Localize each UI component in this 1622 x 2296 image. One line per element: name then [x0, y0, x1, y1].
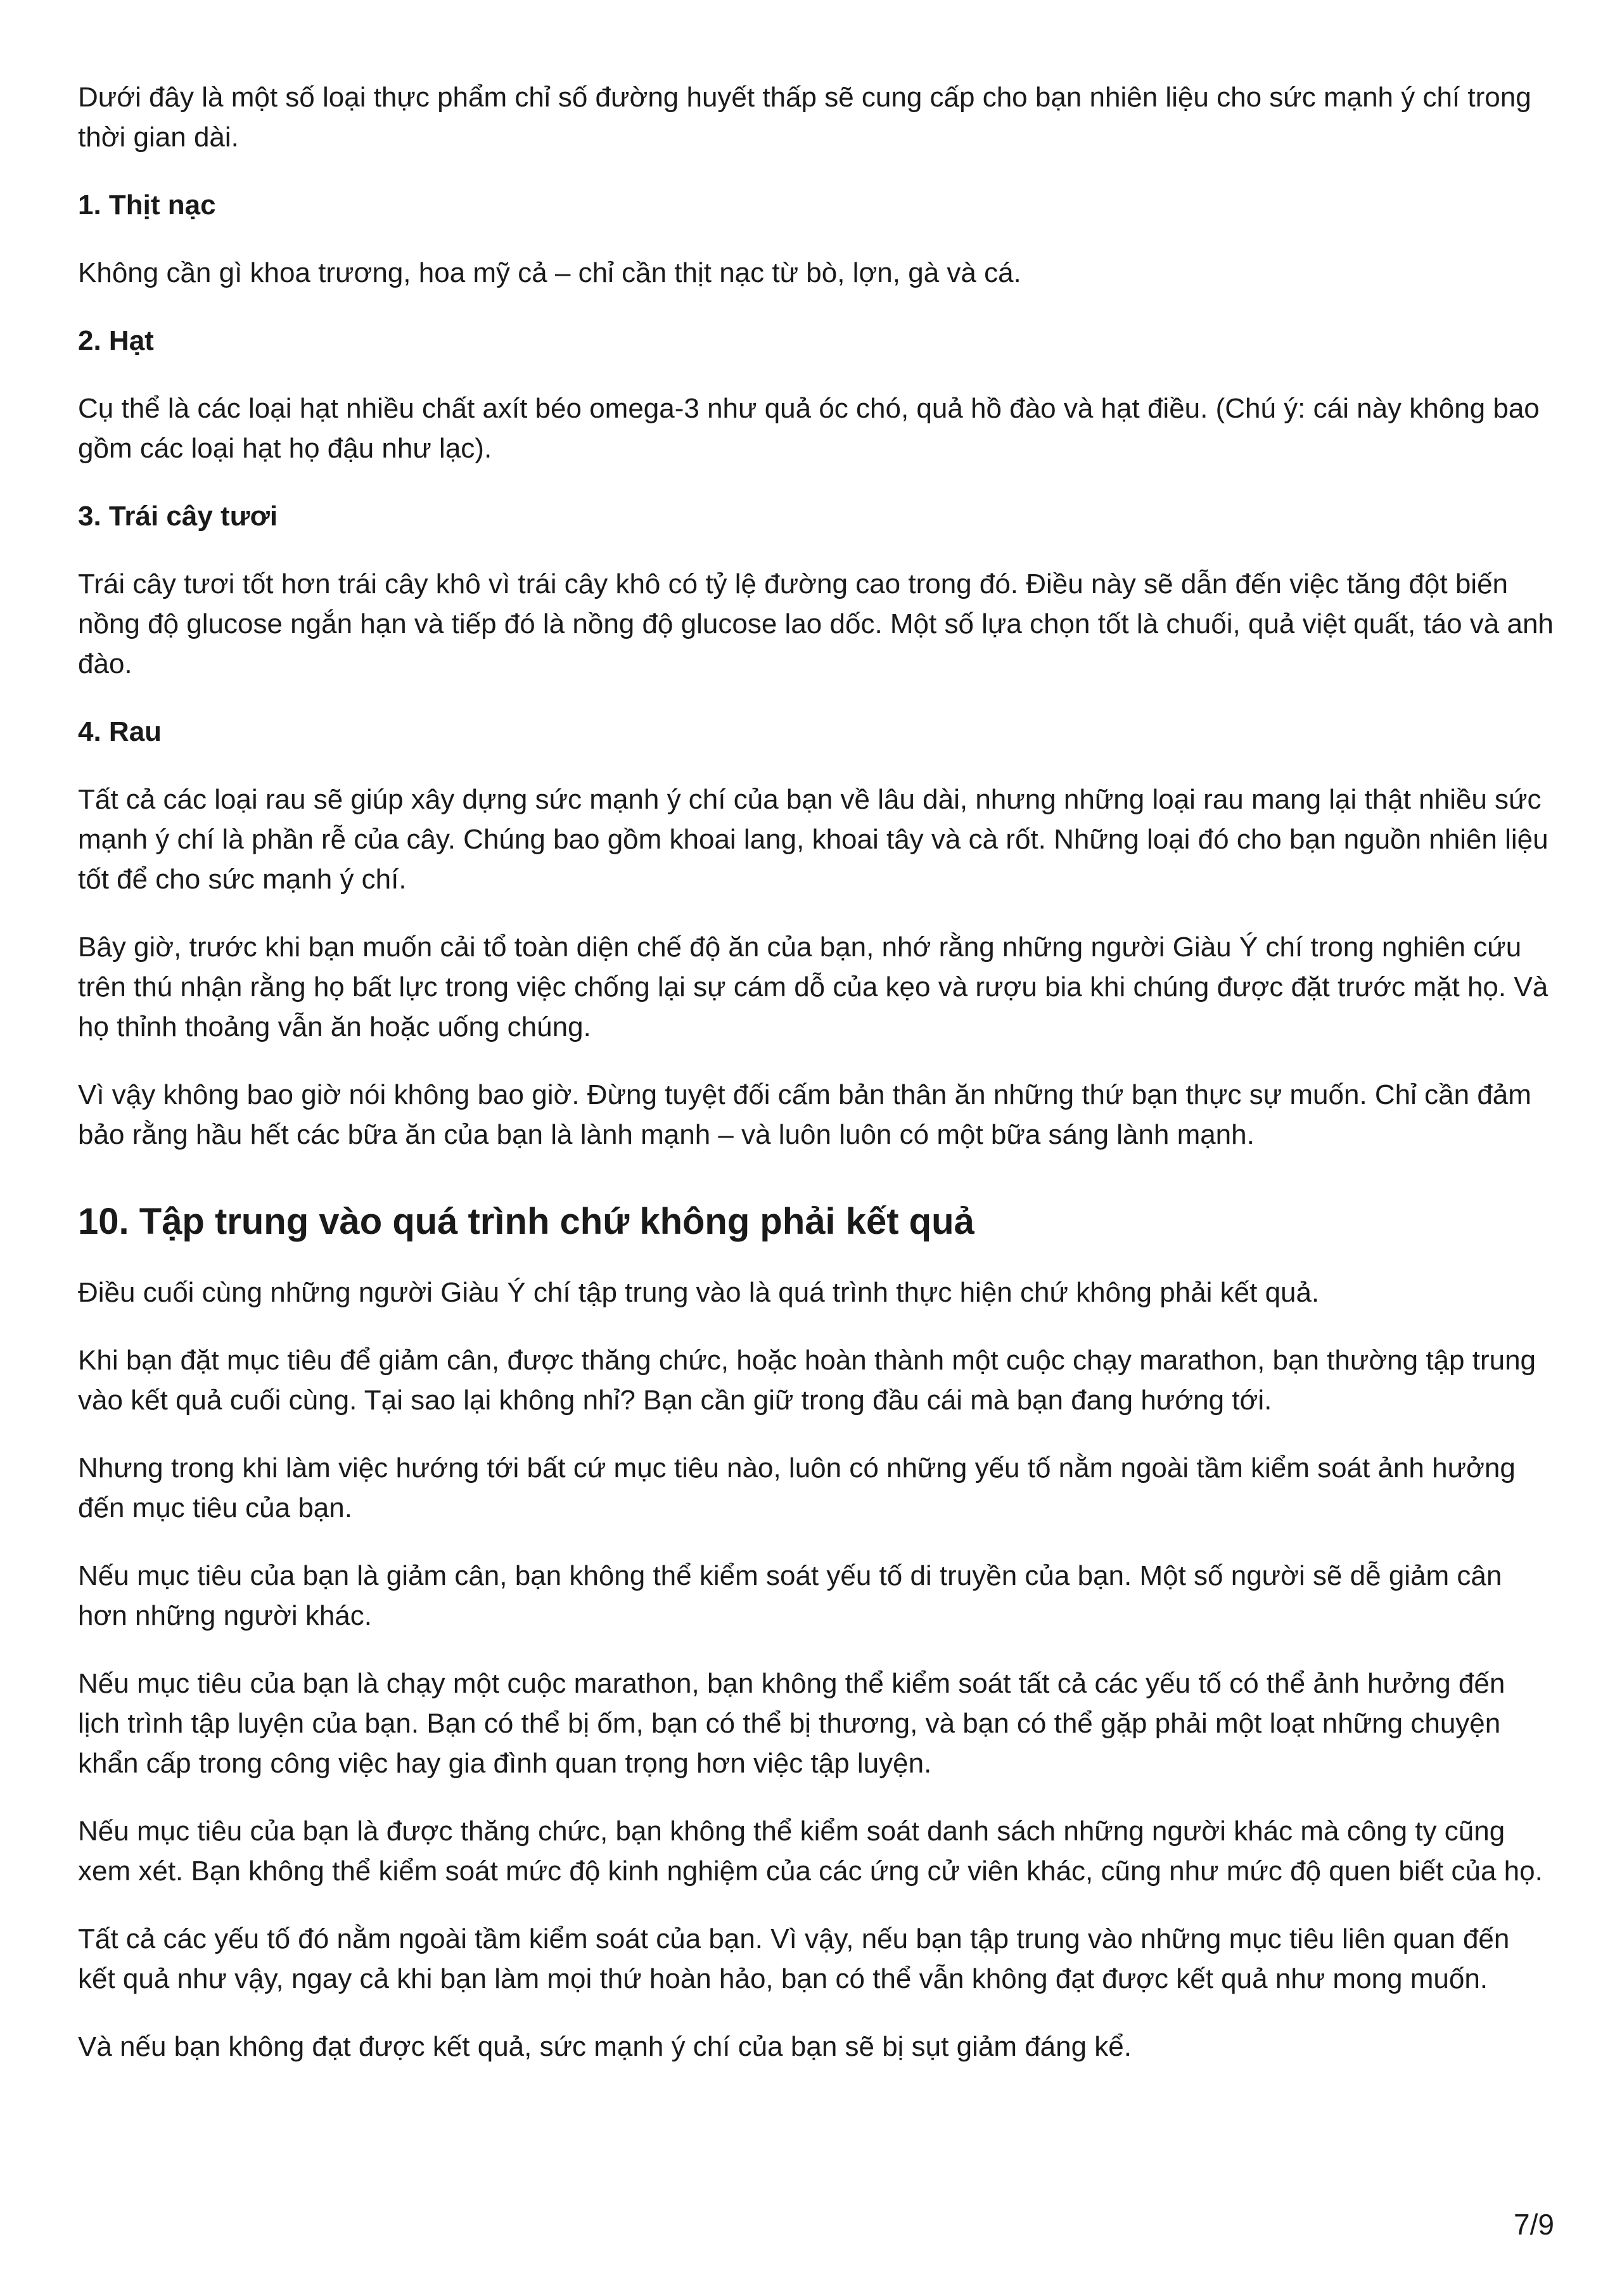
section-paragraph: Nhưng trong khi làm việc hướng tới bất cứ mục tiêu nào, luôn có những yếu tố nằm ngoài tầm kiểm soát ảnh hưởng đến mục tiêu của bạn.: [78, 1453, 1516, 1523]
closing-paragraph: Bây giờ, trước khi bạn muốn cải tổ toàn diện chế độ ăn của bạn, nhớ rằng những người Giàu Ý chí trong nghiên cứu trên thú nhận rằng họ bất lực trong việc chống lại sự cám dỗ của kẹo và rượu bia khi chúng được đặt trước mặt họ. Và họ thỉnh thoảng vẫn ăn hoặc uống chúng.: [78, 932, 1549, 1042]
section-paragraph: Nếu mục tiêu của bạn là chạy một cuộc marathon, bạn không thể kiểm soát tất cả các yếu tố có thể ảnh hưởng đến lịch trình tập luyện của bạn. Bạn có thể bị ốm, bạn có thể bị thương, và bạn có thể gặp phải một loạt những chuyện khẩn cấp trong công việc hay gia đình quan trọng hơn việc tập luyện.: [78, 1668, 1505, 1779]
document-page: [78, 77, 1554, 2094]
section-paragraph: Tất cả các yếu tố đó nằm ngoài tầm kiểm soát của bạn. Vì vậy, nếu bạn tập trung vào những mục tiêu liên quan đến kết quả như vậy, ngay cả khi bạn làm mọi thứ hoàn hảo, bạn có thể vẫn không đạt được kết quả như mong muốn.: [78, 1923, 1510, 1994]
intro-paragraph: Dưới đây là một số loại thực phẩm chỉ số đường huyết thấp sẽ cung cấp cho bạn nhiên liệu cho sức mạnh ý chí trong thời gian dài.: [78, 82, 1531, 153]
section-paragraph: Và nếu bạn không đạt được kết quả, sức mạnh ý chí của bạn sẽ bị sụt giảm đáng kể.: [78, 2031, 1132, 2062]
food-text-fresh-fruit: Trái cây tươi tốt hơn trái cây khô vì trái cây khô có tỷ lệ đường cao trong đó. Điều này sẽ dẫn đến việc tăng đột biến nồng độ glucose ngắn hạn và tiếp đó là nồng độ glucose lao dốc. Một số lựa chọn tốt là chuối, quả việt quất, táo và anh đào.: [78, 568, 1554, 679]
food-text-vegetables: Tất cả các loại rau sẽ giúp xây dựng sức mạnh ý chí của bạn về lâu dài, nhưng những loại rau mang lại thật nhiều sức mạnh ý chí là phần rễ của cây. Chúng bao gồm khoai lang, khoai tây và cà rốt. Những loại đó cho bạn nguồn nhiên liệu tốt để cho sức mạnh ý chí.: [78, 784, 1549, 895]
food-heading-vegetables: 4. Rau: [78, 716, 162, 747]
page-number: 7/9: [1514, 2208, 1554, 2241]
food-heading-fresh-fruit: 3. Trái cây tươi: [78, 501, 278, 532]
food-text-nuts: Cụ thể là các loại hạt nhiều chất axít béo omega-3 như quả óc chó, quả hồ đào và hạt điều. (Chú ý: cái này không bao gồm các loại hạt họ đậu như lạc).: [78, 393, 1540, 464]
section-paragraph: Điều cuối cùng những người Giàu Ý chí tập trung vào là quá trình thực hiện chứ không phải kết quả.: [78, 1277, 1320, 1308]
section-heading: 10. Tập trung vào quá trình chứ không phải kết quả: [78, 1201, 974, 1242]
section-paragraph: Khi bạn đặt mục tiêu để giảm cân, được thăng chức, hoặc hoàn thành một cuộc chạy marathon, bạn thường tập trung vào kết quả cuối cùng. Tại sao lại không nhỉ? Bạn cần giữ trong đầu cái mà bạn đang hướng tới.: [78, 1345, 1536, 1416]
food-text-lean-meat: Không cần gì khoa trương, hoa mỹ cả – chỉ cần thịt nạc từ bò, lợn, gà và cá.: [78, 257, 1021, 288]
food-heading-nuts: 2. Hạt: [78, 325, 154, 356]
food-heading-lean-meat: 1. Thịt nạc: [78, 189, 216, 221]
closing-paragraph: Vì vậy không bao giờ nói không bao giờ. Đừng tuyệt đối cấm bản thân ăn những thứ bạn thực sự muốn. Chỉ cần đảm bảo rằng hầu hết các bữa ăn của bạn là lành mạnh – và luôn luôn có một bữa sáng lành mạnh.: [78, 1079, 1531, 1150]
section-paragraph: Nếu mục tiêu của bạn là được thăng chức, bạn không thể kiểm soát danh sách những người khác mà công ty cũng xem xét. Bạn không thể kiểm soát mức độ kinh nghiệm của các ứng cử viên khác, cũng như mức độ quen biết của họ.: [78, 1816, 1543, 1887]
section-paragraph: Nếu mục tiêu của bạn là giảm cân, bạn không thể kiểm soát yếu tố di truyền của bạn. Một số người sẽ dễ giảm cân hơn những người khác.: [78, 1560, 1502, 1631]
